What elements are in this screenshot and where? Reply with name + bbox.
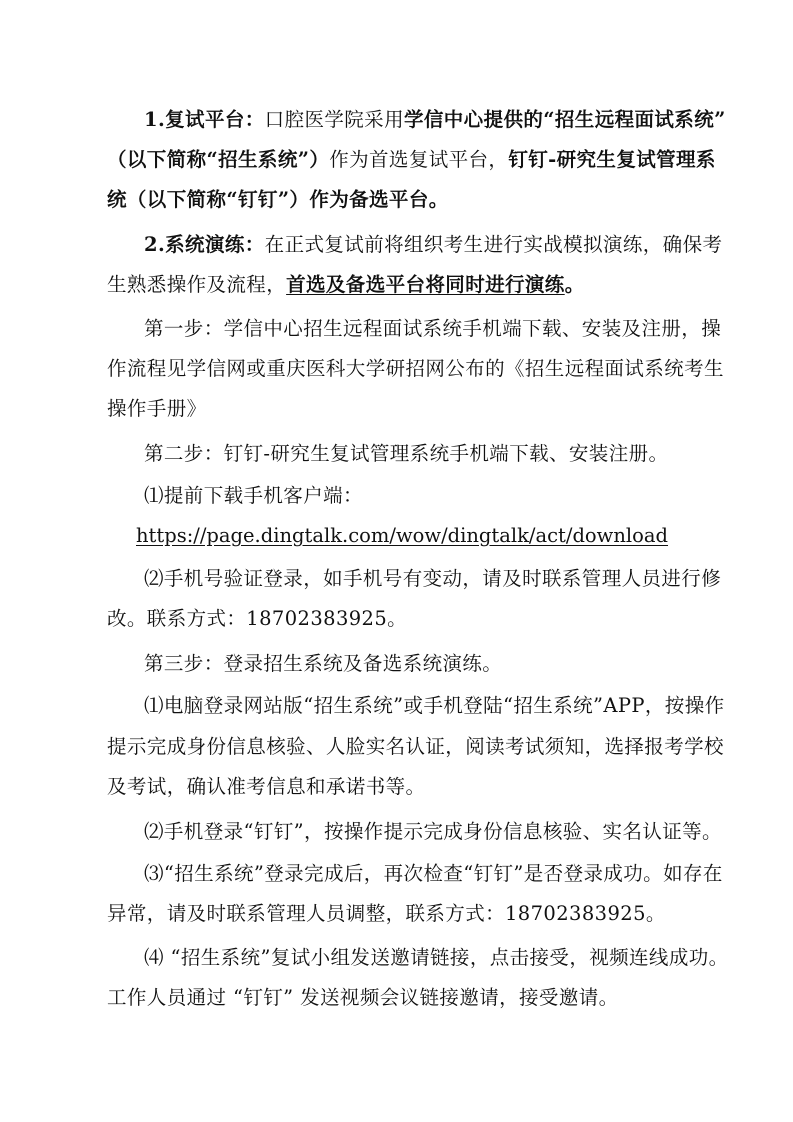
text-run: ⑶“招生系统”登录完成后，再次检查“钉钉”是否登录成功。如存在	[144, 862, 723, 885]
text-run: 第二步：钉钉-研究生复试管理系统手机端下载、安装注册。	[144, 442, 669, 465]
text-run-bold: 统（以下简称“钉钉”）作为备选平台。	[107, 188, 449, 211]
text-run: ⑵手机登录“钉钉”，按操作提示完成身份信息核验、实名认证等。	[144, 820, 722, 843]
text-run: 工作人员通过 “钉钉” 发送视频会议链接邀请，接受邀请。	[107, 986, 619, 1009]
text-run: 异常，请及时联系管理人员调整，联系方式：18702383925。	[107, 902, 666, 925]
step-2-item-2-line-1	[144, 565, 721, 593]
text-run: ⑴提前下载手机客户端：	[144, 484, 363, 507]
text-run-bold: 学信中心提供的“招生远程面试系统”	[403, 108, 726, 131]
step-3-item-4-line-1	[144, 944, 729, 972]
text-run: ⑵手机号验证登录，如手机号有变动，请及时联系管理人员进行修	[144, 567, 722, 590]
step-2-item-1	[144, 482, 363, 510]
text-run: ⑷ “招生系统”复试小组发送邀请链接，点击接受，视频连线成功。	[144, 946, 729, 969]
paragraph-1-line-3	[107, 186, 449, 214]
text-run: 作流程见学信网或重庆医科大学研招网公布的《招生远程面试系统考生	[107, 357, 724, 380]
text-run: 改。联系方式：18702383925。	[107, 607, 408, 630]
text-run-bold: 钉钉-研究生复试管理系	[508, 148, 716, 171]
paragraph-2-line-2	[107, 271, 585, 299]
paragraph-1-line-1	[144, 106, 726, 134]
download-link[interactable]: https://page.dingtalk.com/wow/dingtalk/act/download	[136, 524, 669, 547]
step-1-line-2	[107, 355, 724, 383]
text-run: 第一步：学信中心招生远程面试系统手机端下载、安装及注册，操	[144, 317, 722, 340]
step-3-item-2	[144, 818, 722, 846]
step-3-item-3-line-2	[107, 900, 666, 928]
download-link-line[interactable]	[136, 522, 668, 550]
step-2-line-1	[144, 440, 668, 468]
step-3-item-1-line-3	[107, 773, 425, 801]
step-3-item-1-line-2	[107, 733, 724, 761]
paragraph-2-line-1	[144, 231, 722, 259]
heading-system-drill: 2.系统演练：	[144, 233, 265, 256]
paragraph-1-line-2	[107, 146, 716, 174]
text-run: 提示完成身份信息核验、人脸实名认证，阅读考试须知，选择报考学校	[107, 735, 724, 758]
text-run: 口腔医学院采用	[264, 108, 404, 131]
step-3-line-1	[144, 650, 502, 678]
heading-review-platform: 1.复试平台：	[144, 108, 265, 131]
text-run: 第三步：登录招生系统及备选系统演练。	[144, 652, 503, 675]
underlined-emphasis: 首选及备选平台将同时进行演练	[286, 273, 565, 296]
text-run: 在正式复试前将组织考生进行实战模拟演练，确保考	[264, 233, 723, 256]
text-run: 及考试，确认准考信息和承诺书等。	[107, 775, 426, 798]
text-run-bold: （以下简称“招生系统”）	[107, 148, 330, 171]
text-run: 操作手册》	[107, 397, 207, 420]
step-3-item-3-line-1	[144, 860, 723, 888]
step-1-line-1	[144, 315, 721, 343]
text-run: ⑴电脑登录网站版“招生系统”或手机登陆“招生系统”APP，按操作	[144, 694, 725, 717]
step-2-item-2-line-2	[107, 605, 407, 633]
text-run: 生熟悉操作及流程，	[107, 273, 287, 296]
step-1-line-3	[107, 395, 207, 423]
step-3-item-4-line-2	[107, 984, 619, 1012]
text-run-bold: 。	[564, 273, 585, 296]
text-run: 作为首选复试平台，	[329, 148, 509, 171]
step-3-item-1-line-1	[144, 692, 725, 720]
